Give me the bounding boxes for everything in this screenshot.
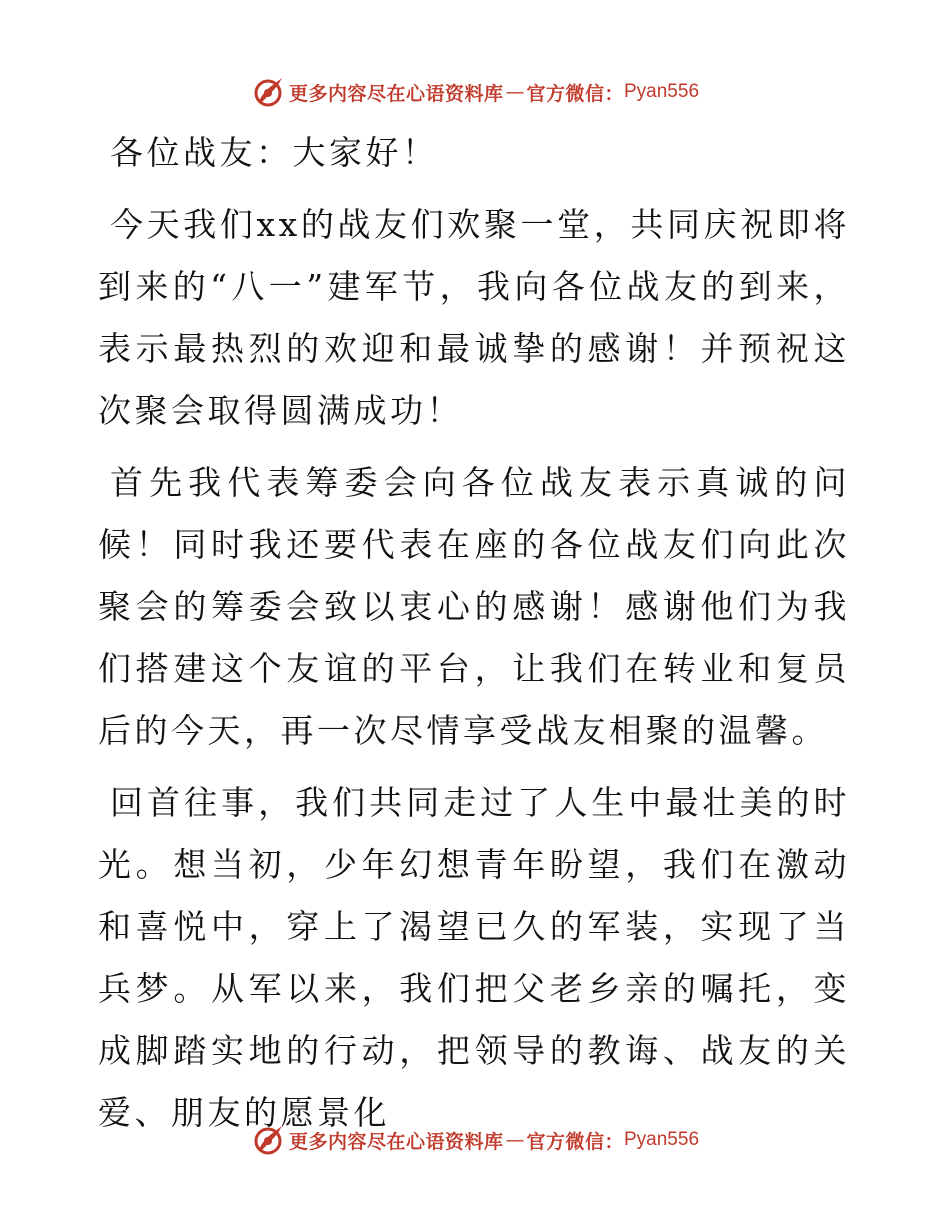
footer-watermark [0, 1120, 950, 1160]
watermark-text: 更多内容尽在心语资料库 [288, 82, 504, 105]
header-watermark [0, 72, 950, 112]
watermark-dash: — [505, 81, 525, 103]
brush-logo-icon [251, 1123, 285, 1157]
watermark-account-id: Pyan556 [624, 1129, 700, 1150]
watermark-account-label: 官方微信： [526, 1130, 624, 1153]
paragraph-3: 回首往事，我们共同走过了人生中最壮美的时光。想当初，少年幻想青年盼望，我们在激动和喜悦中，穿上了渴望已久的军装，实现了当兵梦。从军以来，我们把父老乡亲的嘱托，变成脚踏实地的行动，把领导的教诲、战友的关爱、朋友的愿景化 [98, 783, 850, 1132]
watermark-text: 更多内容尽在心语资料库 [288, 1130, 504, 1153]
paragraph-2: 首先我代表筹委会向各位战友表示真诚的问候！同时我还要代表在座的各位战友们向此次聚会的筹委会致以衷心的感谢！感谢他们为我们搭建这个友谊的平台，让我们在转业和复员后的今天，再一次尽情享受战友相聚的温馨。 [98, 463, 850, 750]
greeting: 各位战友：大家好！ [110, 133, 439, 172]
brush-logo-icon [251, 75, 285, 109]
watermark-dash: — [505, 1129, 525, 1151]
document-body [98, 122, 850, 1144]
paragraph-1: 今天我们xx的战友们欢聚一堂，共同庆祝即将到来的“八一”建军节，我向各位战友的到来，表示最热烈的欢迎和最诚挚的感谢！并预祝这次聚会取得圆满成功！ [98, 205, 850, 430]
watermark-account-label: 官方微信： [526, 82, 624, 105]
watermark-account-id: Pyan556 [624, 81, 700, 102]
